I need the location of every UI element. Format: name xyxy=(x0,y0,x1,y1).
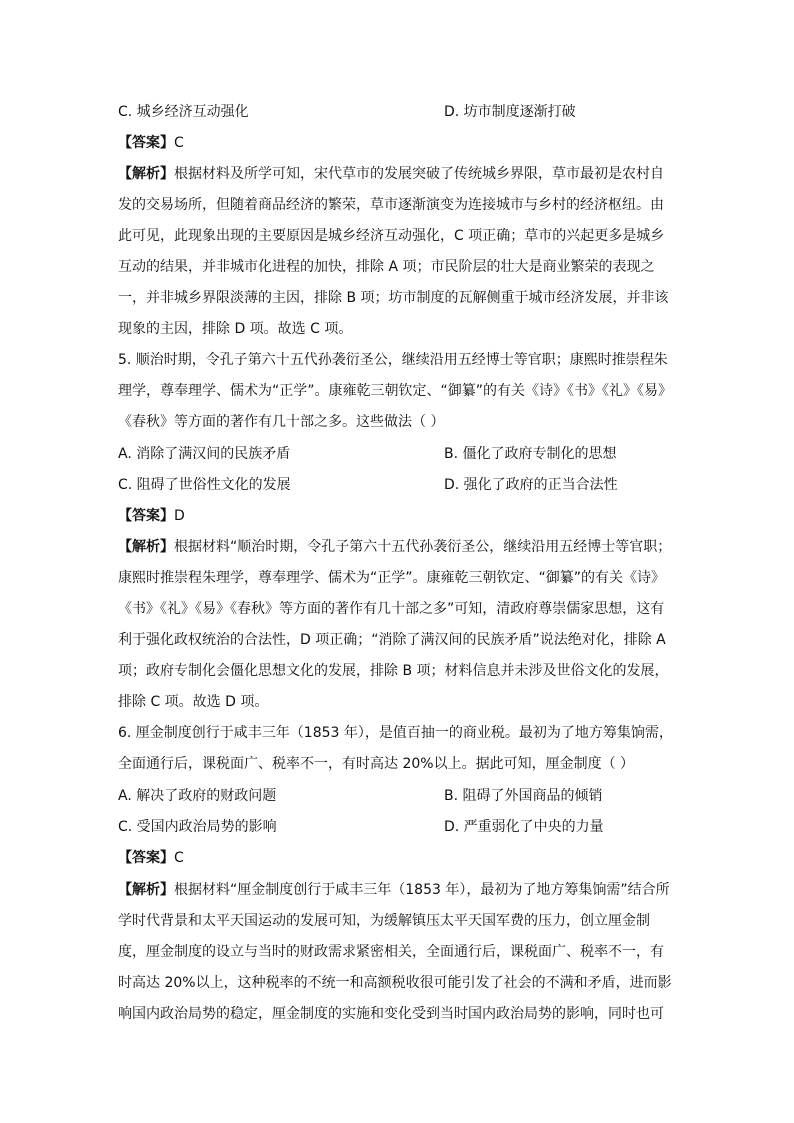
q6-answer-tag: 【答案】 xyxy=(118,850,174,866)
q5-answer-tag: 【答案】 xyxy=(118,508,174,524)
q5-option-d: D. 强化了政府的正当合法性 xyxy=(444,477,618,493)
q4-analysis-tag: 【解析】 xyxy=(118,166,174,182)
q6-answer-line xyxy=(118,848,678,868)
q5-analysis-line-2: 《书》《礼》《易》《春秋》等方面的著作有几十部之多”可知，清政府尊崇儒家思想，这有 xyxy=(118,601,665,617)
q4-analysis-line-4: 一，并非城乡界限淡薄的主因，排除 B 项；坊市制度的瓦解侧重于城市经济发展，并非该 xyxy=(118,290,669,306)
q5-option-c: C. 阻碍了世俗性文化的发展 xyxy=(118,477,291,493)
q6-analysis-line-4: 响国内政治局势的稳定，厘金制度的实施和变化受到当时国内政治局势的影响，同时也可 xyxy=(118,1006,664,1022)
q5-analysis-line-3: 利于强化政权统治的合法性，D 项正确；“消除了满汉间的民族矛盾”说法绝对化，排除 A xyxy=(118,632,666,648)
q4-option-c: C. 城乡经济互动强化 xyxy=(118,104,249,120)
q6-stem-line-1: 全面通行后，课税面广、税率不一，有时高达 20%以上。据此可知，厘金制度（ ） xyxy=(118,756,635,772)
q6-analysis-tag: 【解析】 xyxy=(118,882,174,898)
q5-stem-line-1: 理学，尊奉理学、儒术为“正学”。康雍乾三朝钦定、“御纂”的有关《诗》《书》《礼》《易》 xyxy=(118,383,673,399)
q4-answer: C xyxy=(174,135,184,151)
q5-answer-line xyxy=(118,506,678,526)
q4-analysis-line-1: 发的交易场所，但随着商品经济的繁荣，草市逐渐演变为连接城市与乡村的经济枢纽。由 xyxy=(118,197,664,213)
q4-analysis-line-2: 此可见，此现象出现的主要原因是城乡经济互动强化，C 项正确；草市的兴起更多是城乡 xyxy=(118,228,665,244)
q6-analysis-line-0: 【解析】根据材料“厘金制度创行于咸丰三年（1853 年），最初为了地方筹集饷需”结合所 xyxy=(118,882,670,898)
q5-stem-line-2: 《春秋》等方面的著作有几十部之多。这些做法（ ） xyxy=(118,414,445,430)
q6-analysis-line-2: 度，厘金制度的设立与当时的财政需求紧密相关，全面通行后，课税面广、税率不一，有 xyxy=(118,944,664,960)
q4-answer-tag: 【答案】 xyxy=(118,135,174,151)
q5-analysis-line-5: 排除 C 项。故选 D 项。 xyxy=(118,694,269,710)
q4-answer-line xyxy=(118,133,678,153)
q5-answer: D xyxy=(174,508,185,524)
q5-analysis-line-4: 项；政府专制化会僵化思想文化的发展，排除 B 项；材料信息并未涉及世俗文化的发展， xyxy=(118,663,669,679)
q6-answer: C xyxy=(174,850,184,866)
q5-option-b: B. 僵化了政府专制化的思想 xyxy=(444,446,617,462)
q6-option-c: C. 受国内政治局势的影响 xyxy=(118,819,277,835)
q6-option-b: B. 阻碍了外国商品的倾销 xyxy=(444,788,603,804)
q6-option-a: A. 解决了政府的财政问题 xyxy=(118,788,277,804)
q4-option-d: D. 坊市制度逐渐打破 xyxy=(444,104,576,120)
q5-option-a: A. 消除了满汉间的民族矛盾 xyxy=(118,446,291,462)
q6-stem-line-0: 6. 厘金制度创行于咸丰三年（1853 年），是值百抽一的商业税。最初为了地方筹集饷需， xyxy=(118,725,673,741)
q4-analysis-line-5: 现象的主因，排除 D 项。故选 C 项。 xyxy=(118,321,353,337)
q4-analysis-line-0: 【解析】根据材料及所学可知，宋代草市的发展突破了传统城乡界限，草市最初是农村自 xyxy=(118,166,664,182)
q5-analysis-line-1: 康熙时推崇程朱理学，尊奉理学、儒术为“正学”。康雍乾三朝钦定、“御纂”的有关《诗》 xyxy=(118,570,666,586)
q4-analysis-line-3: 互动的结果，并非城市化进程的加快，排除 A 项；市民阶层的壮大是商业繁荣的表现之 xyxy=(118,259,655,275)
q6-option-d: D. 严重弱化了中央的力量 xyxy=(444,819,604,835)
q5-analysis-tag: 【解析】 xyxy=(118,539,174,555)
q5-analysis-line-0: 【解析】根据材料“顺治时期，令孔子第六十五代孙袭衍圣公，继续沿用五经博士等官职； xyxy=(118,539,672,555)
q6-analysis-line-1: 学时代背景和太平天国运动的发展可知，为缓解镇压太平天国军费的压力，创立厘金制 xyxy=(118,913,650,929)
q5-stem-line-0: 5. 顺治时期，令孔子第六十五代孙袭衍圣公，继续沿用五经博士等官职；康熙时推崇程朱 xyxy=(118,352,668,368)
q6-analysis-line-3: 时高达 20%以上，这种税率的不统一和高额税收很可能引发了社会的不满和矛盾，进而影 xyxy=(118,975,672,991)
